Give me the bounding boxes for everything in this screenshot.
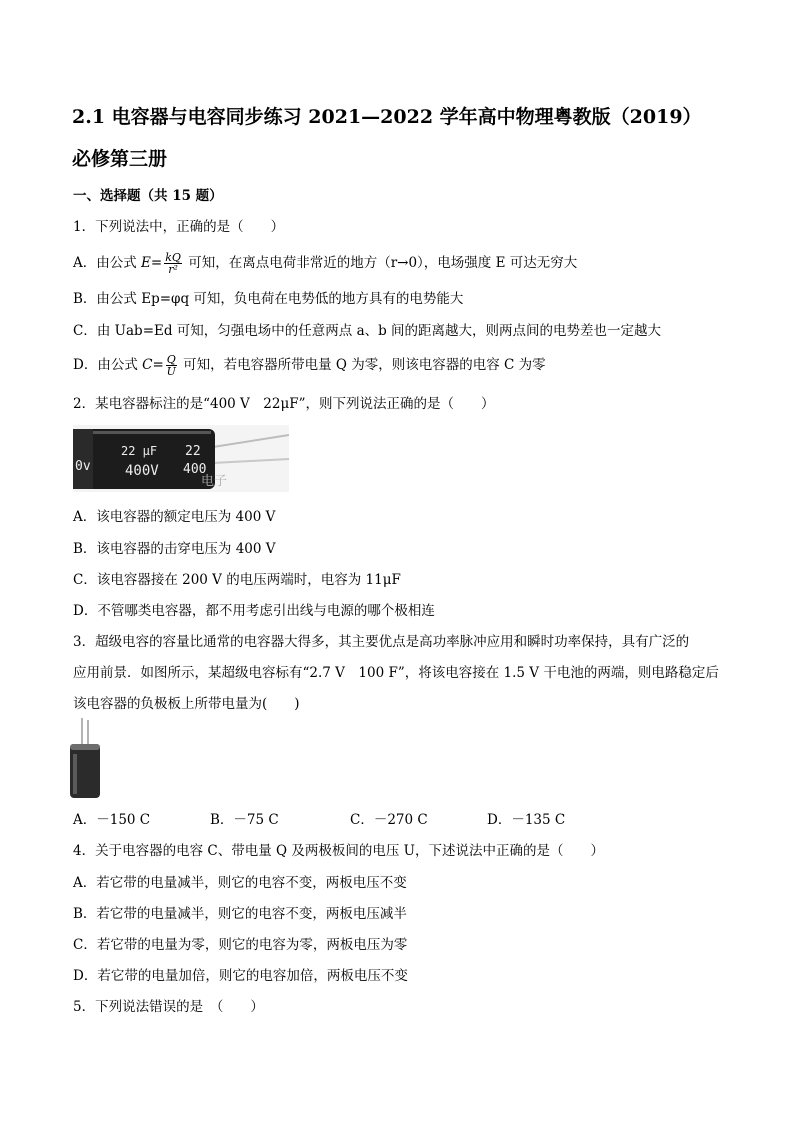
electrolytic-capacitor-image (73, 425, 289, 492)
section-heading: 一、选择题（共 15 题） (73, 188, 223, 204)
q4-stem: 4．关于电容器的电容 C、带电量 Q 及两极板间的电压 U，下述说法中正确的是（ ） (73, 843, 605, 859)
q1-formula-fraction (164, 252, 182, 275)
capacitor-label-right-voltage: 400 (183, 462, 207, 477)
q4-option-a: A．若它带的电量减半，则它的电容不变，两板电压不变 (73, 875, 407, 891)
document-title-line2: 必修第三册 (72, 148, 168, 170)
q1-option-b: B．由公式 Ep=φq 可知，负电荷在电势低的地方具有的电势能大 (73, 291, 464, 307)
q3-stem-line1: 3．超级电容的容量比通常的电容器大得多，其主要优点是高功率脉冲应用和瞬时功率保持，具有广泛的 (73, 634, 690, 650)
q3-option-b: B．－75 C (210, 812, 279, 828)
q3-stem-line3: 该电容器的负极板上所带电量为( ) (73, 696, 300, 712)
q1-option-a: A．由公式 E= $\frac{kQ}{\text{r²}}$ 可知，在离点电荷非常近的地方（r→0），电场强度 E 可达无穷大 (73, 251, 578, 276)
capacitor-label-voltage: 400V (125, 463, 159, 479)
q1-d-formula-denominator: U (166, 365, 176, 378)
q5-stem: 5．下列说法错误的是 （ ） (73, 999, 264, 1015)
q1-formula-lhs: E (141, 255, 151, 271)
capacitor-label-left: 0v (75, 459, 91, 474)
q1-option-a-suffix: 可知，在离点电荷非常近的地方（r→0），电场强度 E 可达无穷大 (188, 255, 578, 271)
q3-option-d: D．－135 C (487, 812, 566, 828)
supercapacitor-image (68, 718, 102, 800)
q2-stem: 2．某电容器标注的是“400 V 22μF”，则下列说法正确的是（ ） (73, 396, 495, 412)
q1-option-d-prefix: D．由公式 (73, 357, 138, 373)
q4-option-b: B．若它带的电量减半，则它的电容不变，两板电压减半 (73, 906, 407, 922)
capacitor-label-right: 22 (185, 444, 201, 459)
q1-stem: 1．下列说法中，正确的是（ ） (73, 219, 285, 235)
image-watermark: 电子 (201, 474, 228, 489)
q1-d-formula-lhs: C (142, 357, 153, 373)
q2-option-b: B．该电容器的击穿电压为 400 V (73, 541, 276, 557)
q1-option-c: C．由 Uab=Ed 可知，匀强电场中的任意两点 a、b 间的距离越大，则两点间的电势差也一定越大 (73, 323, 662, 339)
document-title-line1: 2.1 电容器与电容同步练习 2021—2022 学年高中物理粤教版（2019） (72, 106, 702, 128)
q3-stem-line2: 应用前景．如图所示，某超级电容标有“2.7 V 100 F”，将该电容接在 1.5 V 干电池的两端，则电路稳定后 (73, 665, 719, 681)
q1-d-formula-fraction (166, 354, 177, 377)
q3-option-a: A．－150 C (73, 812, 151, 828)
q2-option-c: C．该电容器接在 200 V 的电压两端时，电容为 11μF (73, 572, 401, 588)
q3-option-c: C．－270 C (350, 812, 428, 828)
q1-d-formula-numerator: Q (166, 353, 176, 366)
q2-option-a: A．该电容器的额定电压为 400 V (73, 509, 276, 525)
q1-formula-numerator: kQ (165, 251, 181, 264)
q1-option-a-prefix: A．由公式 (73, 255, 137, 271)
q4-option-c: C．若它带的电量为零，则它的电容为零，两板电压为零 (73, 937, 408, 953)
q1-option-d: D．由公式 C= $\frac{Q}{U}$ 可知，若电容器所带电量 Q 为零，则该电容器的电容 C 为零 (73, 353, 546, 378)
capacitor-label-value: 22 μF (121, 444, 158, 458)
q2-option-d: D．不管哪类电容器，都不用考虑引出线与电源的哪个极相连 (73, 603, 435, 619)
q1-option-d-suffix: 可知，若电容器所带电量 Q 为零，则该电容器的电容 C 为零 (183, 357, 546, 373)
q4-option-d: D．若它带的电量加倍，则它的电容加倍，两板电压不变 (73, 968, 408, 984)
q1-formula-denominator: r² (168, 263, 178, 276)
